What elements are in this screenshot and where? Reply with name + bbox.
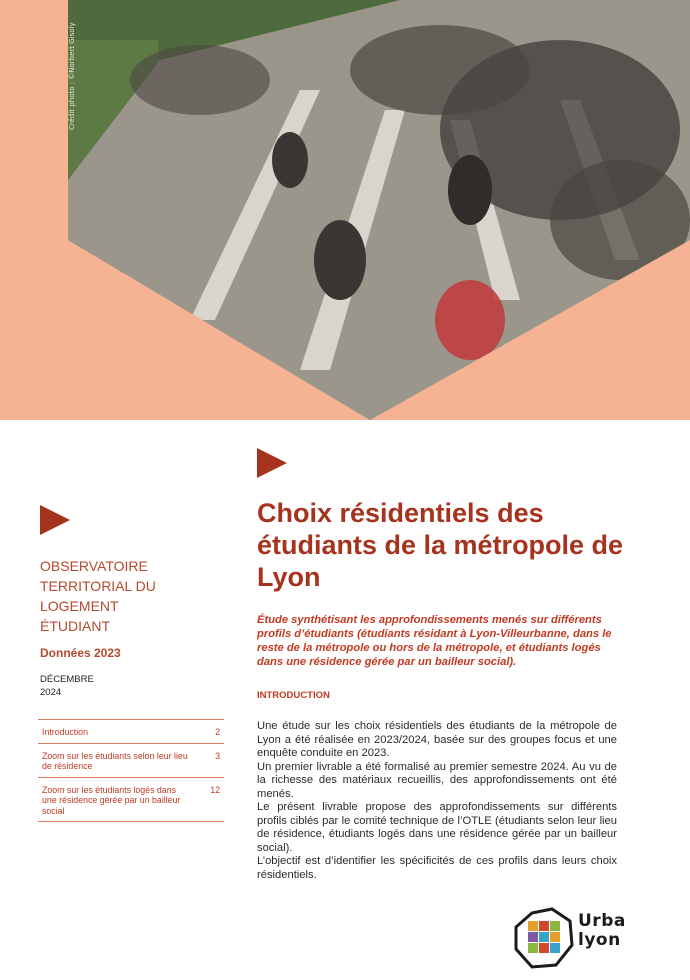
- toc-item-label: Zoom sur les étudiants selon leur lieu de résidence: [42, 750, 188, 771]
- toc-item-introduction[interactable]: [38, 719, 224, 744]
- toc-item-residence[interactable]: [38, 744, 224, 778]
- toc-item-page: 3: [215, 750, 220, 761]
- toc-item-label: Introduction: [42, 727, 88, 737]
- page-title: Choix résidentiels des étudiants de la métropole de Lyon: [257, 498, 624, 592]
- logo-line: Urba: [578, 911, 626, 931]
- logo-line: lyon: [578, 930, 621, 950]
- toc-item-page: 2: [215, 727, 220, 737]
- cover-photo: [0, 0, 690, 420]
- sidebar-title: OBSERVATOIRE TERRITORIAL DU LOGEMENT ÉTUDIANT: [40, 558, 156, 634]
- data-year-label: Données 2023: [40, 646, 121, 660]
- photo-credit: Crédit photo : ©Norbert Gisoly: [68, 22, 76, 130]
- intro-paragraph: Une étude sur les choix résidentiels des étudiants de la métropole de Lyon a été réalisée en 2023/2024, basée sur des groupes focus et une enquête conduite en 2023.: [257, 720, 617, 759]
- toc-item-social-housing[interactable]: [38, 778, 224, 823]
- section-heading: INTRODUCTION: [257, 690, 330, 701]
- play-triangle-icon: [40, 505, 70, 535]
- play-triangle-icon: [257, 448, 287, 478]
- toc-item-page: 12: [210, 784, 220, 795]
- intro-paragraph: L’objectif est d’identifier les spécificités de ces profils dans leurs choix résidentiels.: [257, 855, 617, 881]
- intro-body: [257, 720, 617, 882]
- cover-photo-art: [0, 0, 690, 420]
- publication-date: DÉCEMBRE 2024: [40, 674, 94, 698]
- intro-paragraph: Un premier livrable a été formalisé au premier semestre 2024. Au vu de la richesse des matériaux recueillis, des approfondissements ont été menés.: [257, 760, 617, 800]
- table-of-contents: [38, 719, 224, 822]
- toc-item-label: Zoom sur les étudiants logés dans une résidence gérée par un bailleur social: [42, 784, 181, 816]
- logo-text: [578, 912, 626, 950]
- intro-paragraph: Le présent livrable propose des approfondissements sur différents profils ciblés par le comité technique de l’OTLE (étudiants selon leur lieu de résidence, étudiants logés dans une résidence gérée par un bailleur social).: [257, 801, 617, 854]
- page-subtitle: Étude synthétisant les approfondissements menés sur différents profils d’étudiants (étudiants résidant à Lyon-Villeurbanne, dans le reste de la métropole ou hors de la métropole, et étudiants logés dans une résidence gérée par un bailleur social).: [257, 614, 612, 668]
